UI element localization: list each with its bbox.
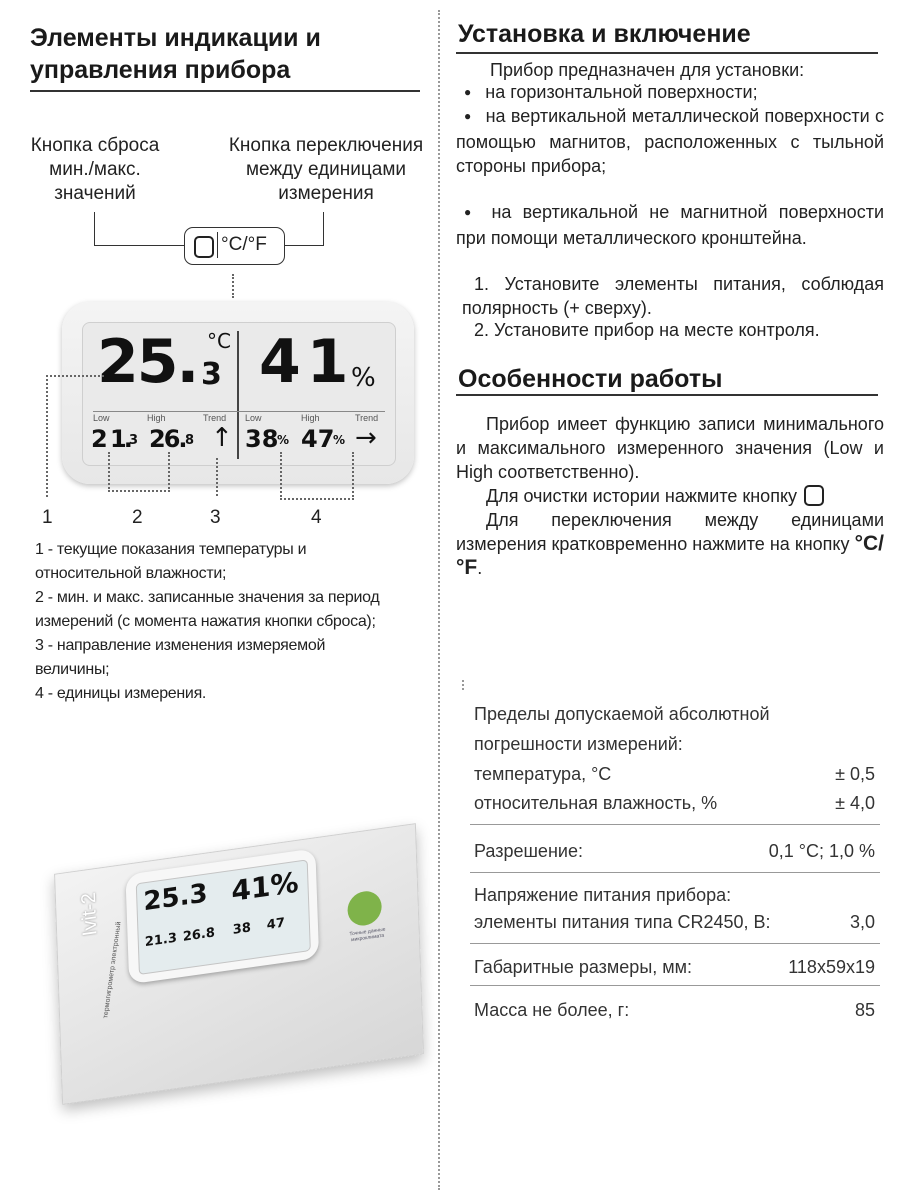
legend-line-6: величины; — [35, 661, 110, 678]
callout-units-line3: измерения — [278, 183, 374, 204]
callout-line-2 — [108, 452, 170, 492]
features-para-2: Для очистки истории нажмите кнопку — [486, 484, 824, 508]
spec-temp-row: температура, °C ± 0,5 — [474, 764, 875, 784]
left-title-rule — [30, 90, 420, 92]
trend-label-hum: Trend — [355, 413, 379, 423]
features-para-1: Прибор имеет функцию записи минимального и максимального измеренного значения (Low и High соответственно). — [456, 414, 884, 482]
callout-reset — [10, 134, 180, 206]
high-label-hum: High — [301, 413, 320, 423]
box-logo-icon — [347, 889, 382, 928]
install-intro: Прибор предназначен для установки: — [490, 60, 805, 80]
temp-high-decimal: 8 — [185, 433, 195, 448]
left-title-line1: Элементы индикации и — [30, 24, 321, 52]
screen-hline — [93, 411, 385, 412]
spec-hum-row: относительная влажность, % ± 4,0 — [474, 793, 875, 813]
device-connector-dots — [232, 274, 234, 298]
box-brand: Ivit-2 — [77, 891, 102, 938]
install-item-1: ● на горизонтальной поверхности; — [456, 80, 884, 106]
box-device — [125, 848, 319, 984]
features-para-3: Для переключения между единицами измерения кратковременно нажмите на кнопку °C/°F. — [456, 510, 884, 579]
features-title-rule — [456, 394, 878, 396]
box-body — [54, 823, 424, 1105]
device-buttons — [184, 227, 285, 265]
install-title: Установка и включение — [458, 20, 751, 48]
hum-low-value: 38 — [245, 425, 279, 453]
temp-low-value: 2 1. — [91, 425, 130, 453]
features-title: Особенности работы — [458, 365, 723, 393]
button-separator — [217, 232, 218, 258]
callout-reset-line3: значений — [54, 183, 136, 204]
unit-toggle-button[interactable]: °C/°F — [221, 234, 267, 255]
spec-dims-row: Габаритные размеры, мм: 118x59x19 — [474, 957, 875, 977]
trend-up-icon: ↑ — [211, 423, 233, 453]
legend-line-7: 4 - единицы измерения. — [35, 685, 207, 702]
temperature-unit: °C — [207, 329, 231, 353]
legend-line-1: 1 - текущие показания температуры и — [35, 541, 307, 558]
temperature-decimal: 3 — [201, 357, 222, 392]
box-hum-reading: 41% — [230, 865, 300, 908]
unit-toggle-label: °C/°F — [456, 532, 884, 579]
spec-rule-3 — [470, 943, 880, 944]
callout-units-line1: Кнопка переключения — [228, 135, 424, 156]
spec-rule-4 — [470, 985, 880, 986]
hum-high-unit: % — [333, 433, 346, 447]
spec-accuracy-line1: Пределы допускаемой абсолютной — [474, 704, 770, 724]
install-item-2: ● на вертикальной металлической поверхности с помощью магнитов, расположенных с тыльной стороны прибора; — [456, 104, 884, 178]
product-box-photo — [48, 808, 438, 1128]
callout-number-3: 3 — [210, 507, 221, 528]
spec-mass-row: Масса не более, г: 85 — [474, 1000, 875, 1020]
box-device-screen — [136, 859, 311, 975]
temp-low-decimal: 3 — [129, 433, 139, 448]
box-high-temp: 26.8 — [182, 925, 216, 945]
callout-number-1: 1 — [42, 507, 53, 528]
callout-units-line2: между единицами — [245, 159, 407, 180]
spec-power-row: элементы питания типа CR2450, В: 3,0 — [474, 912, 875, 932]
temperature-reading: 25. — [97, 327, 198, 397]
box-logo-text: Точные данные микроклимата — [349, 926, 386, 944]
legend-line-3: 2 - мин. и макс. записанные значения за период — [35, 589, 380, 606]
low-label-temp: Low — [93, 413, 110, 423]
callout-units — [212, 134, 440, 206]
box-low-hum: 38 — [232, 920, 252, 938]
install-step-2: 2. Установите прибор на месте контроля. — [474, 320, 820, 340]
lcd-screen — [82, 322, 396, 466]
install-item-3: ● на вертикальной не магнитной поверхности при помощи металлического кронштейна. — [456, 200, 884, 250]
spec-accuracy-line2: погрешности измерений: — [474, 734, 683, 754]
specs-divider-tick — [462, 680, 464, 690]
spec-power-line1: Напряжение питания прибора: — [474, 885, 732, 905]
box-subtitle: термогигрометр электронный — [102, 921, 123, 1019]
humidity-reading: 41 — [259, 327, 355, 397]
callout-reset-line2: мин./макс. — [49, 159, 141, 180]
callout-line-3 — [216, 458, 218, 496]
legend-line-5: 3 - направление изменения измеряемой — [35, 637, 326, 654]
spec-rule-2 — [470, 872, 880, 873]
hum-high-value: 47 — [301, 425, 335, 453]
box-high-hum: 47 — [266, 915, 286, 934]
spec-resolution-row: Разрешение: 0,1 °C; 1,0 % — [474, 841, 875, 861]
box-low-temp: 21.3 — [144, 930, 178, 951]
callout-number-2: 2 — [132, 507, 143, 528]
install-title-rule — [456, 52, 878, 54]
install-step-1: 1. Установите элементы питания, соблюдая полярность (+ сверху). — [462, 274, 884, 318]
legend-line-4: измерений (с момента нажатия кнопки сброса); — [35, 613, 376, 630]
temp-high-value: 26. — [149, 425, 186, 453]
screen-divider — [237, 331, 239, 459]
trend-right-icon: → — [355, 423, 377, 453]
box-temp-reading: 25.3 — [142, 878, 209, 918]
legend-line-2: относительной влажности; — [35, 565, 227, 582]
humidity-unit: % — [351, 363, 376, 393]
units-connector — [283, 212, 324, 246]
high-label-temp: High — [147, 413, 166, 423]
reset-button-icon — [804, 485, 824, 506]
low-label-hum: Low — [245, 413, 262, 423]
callout-line-1 — [46, 375, 104, 497]
reset-connector — [94, 212, 185, 246]
reset-button[interactable] — [194, 236, 214, 258]
left-title-line2: управления прибора — [30, 56, 291, 84]
trend-label-temp: Trend — [203, 413, 227, 423]
callout-line-4 — [280, 452, 354, 500]
spec-rule-1 — [470, 824, 880, 825]
hum-low-unit: % — [277, 433, 290, 447]
callout-number-4: 4 — [311, 507, 322, 528]
callout-reset-line1: Кнопка сброса — [30, 135, 160, 156]
